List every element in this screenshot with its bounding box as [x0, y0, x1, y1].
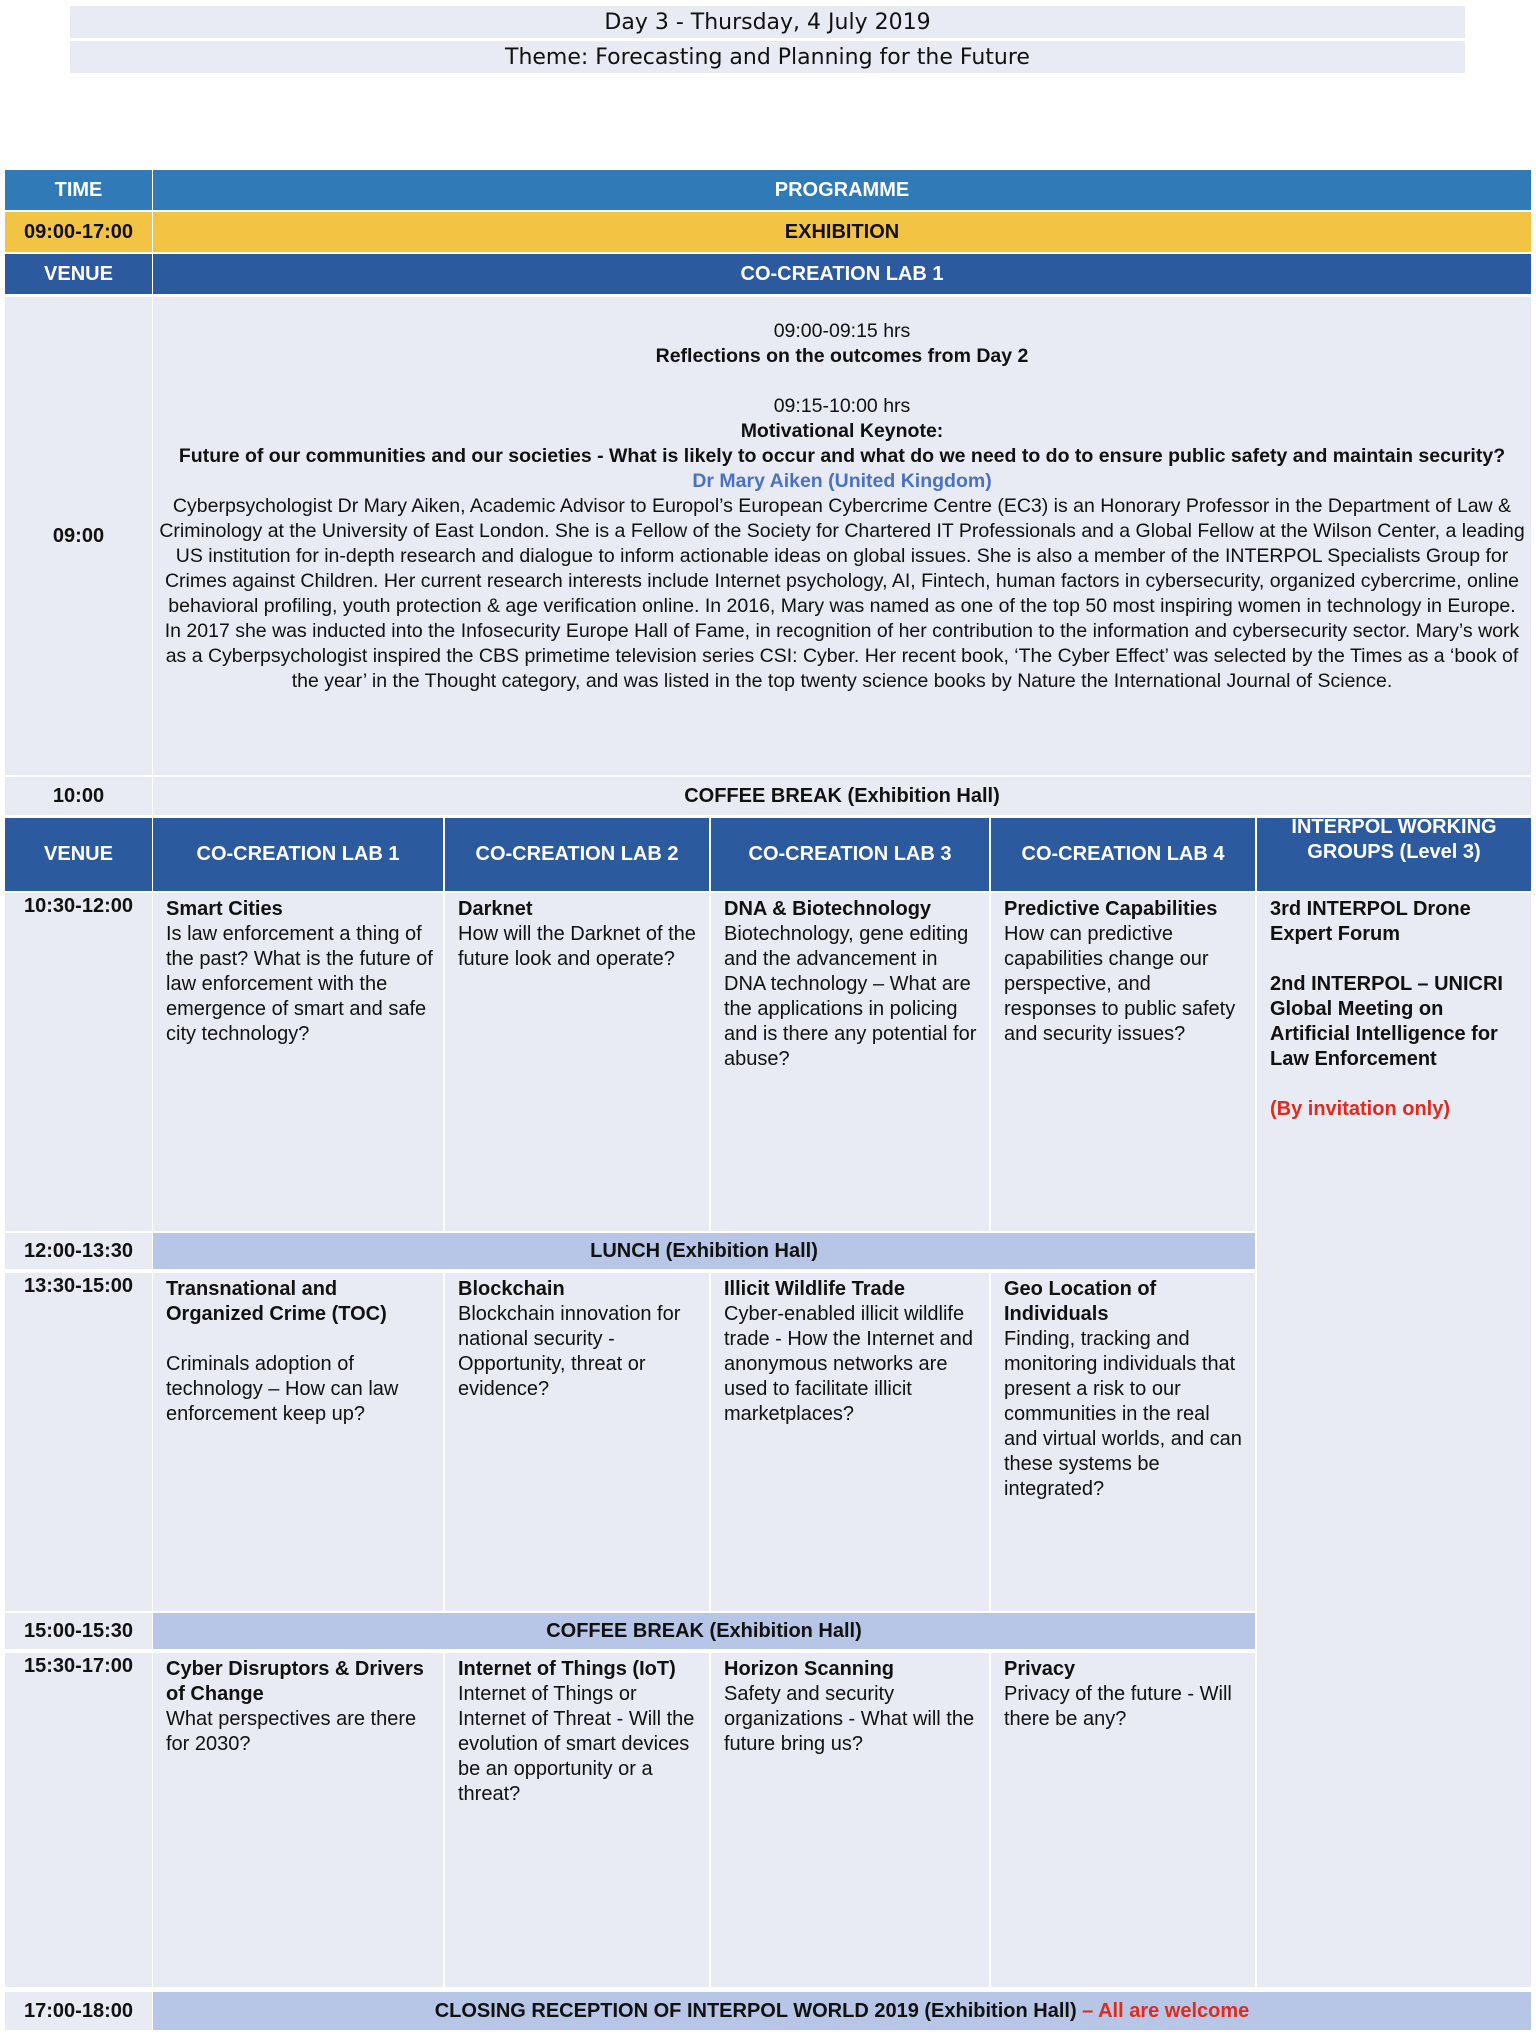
keynote-cell: [153, 297, 1531, 775]
block2-session-lab4: Geo Location of Individuals Finding, tracking and monitoring individuals that present a risk to our communities in the real and virtual worlds, and can these systems be integrated?: [991, 1273, 1255, 1611]
coffee1-label: COFFEE BREAK (Exhibition Hall): [153, 777, 1531, 815]
block3-session-lab2: Internet of Things (IoT) Internet of Things or Internet of Threat - Will the evolution of smart devices be an opportunity or a threat?: [445, 1653, 709, 1987]
invitation-note: (By invitation only): [1270, 1098, 1450, 1120]
closing-note: – All are welcome: [1076, 1999, 1250, 2022]
speaker-bio: Cyberpsychologist Dr Mary Aiken, Academic Advisor to Europol’s European Cybercrime Centre (EC3) is an Honorary Professor in the Department of Law & Criminology at the University of East London. She is a Fellow of the Society for Chartered IT Professionals and a Global Fellow at the Wilson Center, a leading US institution for in-depth research and dialogue to inform actionable ideas on global issues. She is also a member of the INTERPOL Specialists Group for Crimes against Children. Her current research interests include Internet psychology, AI, Fintech, human factors in cybersecurity, organized cybercrime, online behavioral profiling, youth protection & age verification online. In 2016, Mary was named as one of the top 50 most inspiring women in technology in Europe. In 2017 she was inducted into the Infosecurity Europe Hall of Fame, in recognition of her contribution to the information and cybersecurity sector. Mary’s work as a Cyberpsychologist inspired the CBS primetime television series CSI: Cyber. Her recent book, ‘The Cyber Effect’ was selected by the Times as a ‘book of the year’ in the Thought category, and was listed in the top twenty science books by Nature the International Journal of Science.: [159, 495, 1525, 692]
block1-time: 10:30-12:00: [5, 893, 152, 1231]
keynote-time: 09:00: [5, 297, 152, 775]
block1-session-lab4: Predictive Capabilities How can predictive capabilities change our perspective, and responses to public safety and security issues?: [991, 893, 1255, 1231]
venue-lab1: CO-CREATION LAB 1: [153, 254, 1531, 294]
block2-session-lab1: Transnational and Organized Crime (TOC) Criminals adoption of technology – How can law enforcement keep up?: [153, 1273, 443, 1611]
working-groups-cell: [1257, 893, 1531, 1987]
closing-title: CLOSING RECEPTION OF INTERPOL WORLD 2019 (Exhibition Hall): [434, 1999, 1077, 2022]
block1-session-lab3: DNA & Biotechnology Biotechnology, gene editing and the advancement in DNA technology – What are the applications in policing and is there any potential for abuse?: [711, 893, 989, 1231]
closing-label: [153, 1992, 1531, 2030]
exhibition-time: 09:00-17:00: [5, 212, 152, 252]
block2-session-lab3: Illicit Wildlife Trade Cyber-enabled illicit wildlife trade - How the Internet and anonymous networks are used to facilitate illicit marketplaces?: [711, 1273, 989, 1611]
slot1-title: Reflections on the outcomes from Day 2: [655, 345, 1029, 367]
slot2-title: Future of our communities and our societies - What is likely to occur and what do we need to do to ensure public safety and maintain security?: [178, 445, 1506, 467]
time-column-header: TIME: [5, 170, 152, 210]
coffee1-time: 10:00: [5, 777, 152, 815]
venue-lab3-col: CO-CREATION LAB 3: [711, 818, 989, 891]
slot2-time: 09:15-10:00 hrs: [773, 395, 911, 417]
block3-session-lab4: Privacy Privacy of the future - Will there be any?: [991, 1653, 1255, 1987]
venue-lab2-col: CO-CREATION LAB 2: [445, 818, 709, 891]
programme-column-header: PROGRAMME: [153, 170, 1531, 210]
slot2-kind: Motivational Keynote:: [740, 420, 944, 442]
coffee2-label: COFFEE BREAK (Exhibition Hall): [153, 1613, 1255, 1649]
venue-lab4-col: CO-CREATION LAB 4: [991, 818, 1255, 891]
coffee2-time: 15:00-15:30: [5, 1613, 152, 1649]
block3-session-lab3: Horizon Scanning Safety and security organizations - What will the future bring us?: [711, 1653, 989, 1987]
venue-label-2: VENUE: [5, 818, 152, 891]
slot1-time: 09:00-09:15 hrs: [773, 320, 911, 342]
block3-session-lab1: Cyber Disruptors & Drivers of Change What perspectives are there for 2030?: [153, 1653, 443, 1987]
venue-lab1-col: CO-CREATION LAB 1: [153, 818, 443, 891]
working-group-ai: 2nd INTERPOL – UNICRI Global Meeting on Artificial Intelligence for Law Enforcement: [1270, 973, 1503, 1070]
exhibition-label: EXHIBITION: [153, 212, 1531, 252]
block3-time: 15:30-17:00: [5, 1653, 152, 1987]
block1-session-lab2: Darknet How will the Darknet of the future look and operate?: [445, 893, 709, 1231]
block1-session-lab1: Smart Cities Is law enforcement a thing of the past? What is the future of law enforcement with the emergence of smart and safe city technology?: [153, 893, 443, 1231]
speaker-name: Dr Mary Aiken (United Kingdom): [692, 470, 992, 492]
lunch-time: 12:00-13:30: [5, 1233, 152, 1269]
venue-label: VENUE: [5, 254, 152, 294]
block2-time: 13:30-15:00: [5, 1273, 152, 1611]
working-group-drone: 3rd INTERPOL Drone Expert Forum: [1270, 898, 1471, 945]
day-heading: Day 3 - Thursday, 4 July 2019: [70, 6, 1465, 38]
lunch-label: LUNCH (Exhibition Hall): [153, 1233, 1255, 1269]
venue-working-groups-col: INTERPOL WORKING GROUPS (Level 3): [1257, 818, 1531, 891]
closing-time: 17:00-18:00: [5, 1992, 152, 2030]
block2-session-lab2: Blockchain Blockchain innovation for national security - Opportunity, threat or evidence?: [445, 1273, 709, 1611]
theme-heading: Theme: Forecasting and Planning for the Future: [70, 41, 1465, 73]
